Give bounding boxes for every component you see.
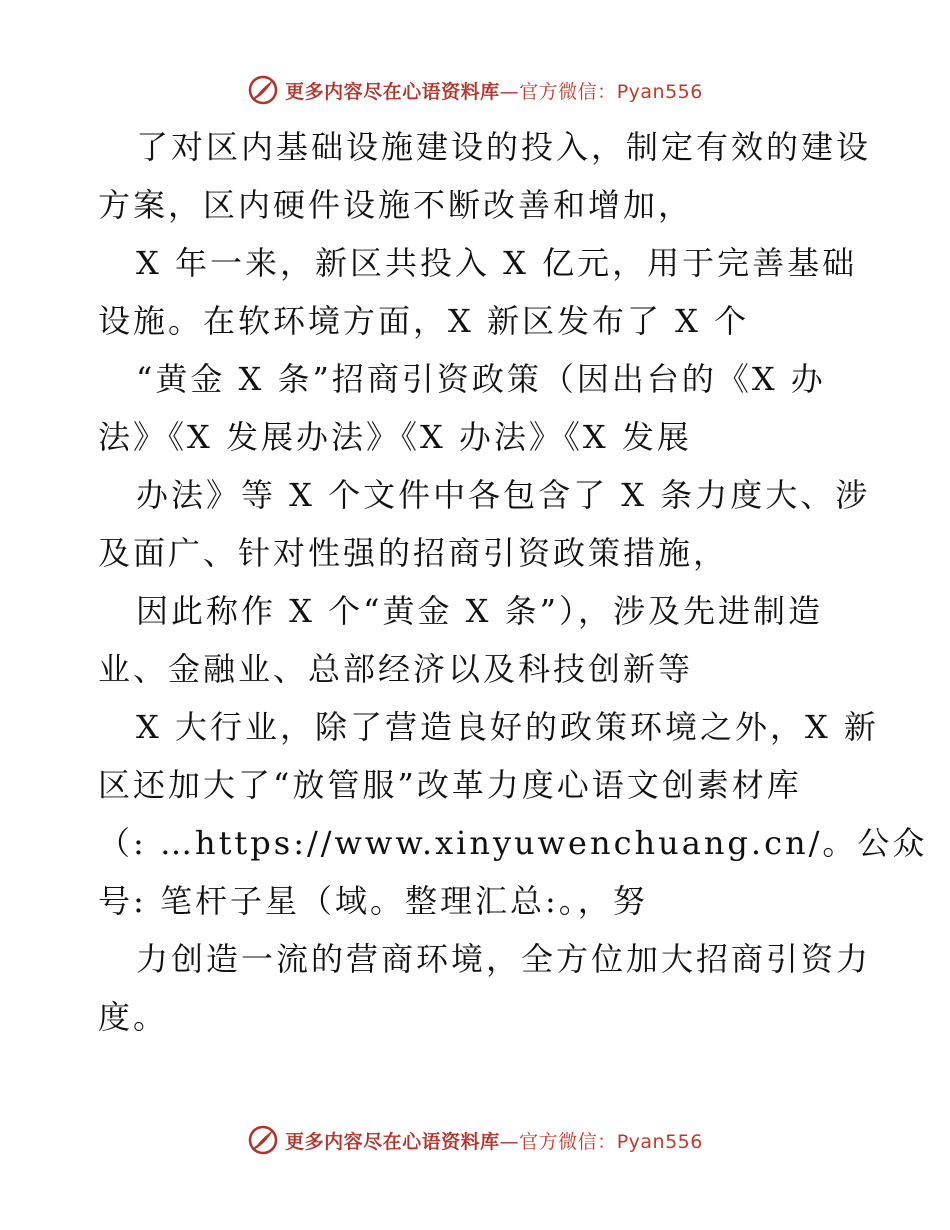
header-banner xyxy=(0,70,950,110)
body-text-line: “黄金 X 条”招商引资政策（因出台的《X 办 xyxy=(136,360,826,398)
quill-logo-icon xyxy=(247,74,279,106)
quill-logo-icon xyxy=(247,1124,279,1156)
body-text-line: （: …https://www.xinyuwenchuang.cn/。公众 xyxy=(98,824,928,862)
header-banner-text xyxy=(285,77,703,104)
body-text-line: 度。 xyxy=(98,998,169,1036)
body-text-line: 方案，区内硬件设施不断改善和增加， xyxy=(98,186,694,224)
banner-wechat-label: 官方微信： xyxy=(519,1130,617,1153)
banner-dash: — xyxy=(499,80,520,103)
body-text-line: 设施。在软环境方面，X 新区发布了 X 个 xyxy=(98,302,750,340)
body-text-line: 力创造一流的营商环境，全方位加大招商引资力 xyxy=(136,940,872,978)
body-text-line: 区还加大了“放管服”改革力度心语文创素材库 xyxy=(98,766,802,804)
banner-wechat-label: 官方微信： xyxy=(519,80,617,103)
body-text-line: X 年一来，新区共投入 X 亿元，用于完善基础 xyxy=(136,244,858,282)
footer-banner-text xyxy=(285,1127,703,1154)
body-text-line: 业、金融业、总部经济以及科技创新等 xyxy=(98,650,694,688)
body-text-line: X 大行业，除了营造良好的政策环境之外，X 新 xyxy=(136,708,879,746)
footer-banner xyxy=(0,1120,950,1160)
body-text-line: 了对区内基础设施建设的投入，制定有效的建设 xyxy=(136,128,872,166)
banner-main-text: 更多内容尽在心语资料库 xyxy=(285,1130,500,1153)
body-text-line: 办法》等 X 个文件中各包含了 X 条力度大、涉 xyxy=(136,476,871,514)
body-text-line: 号: 笔杆子星（域。整理汇总:。，努 xyxy=(98,882,648,920)
banner-main-text: 更多内容尽在心语资料库 xyxy=(285,80,500,103)
body-text-line: 法》《X 发展办法》《X 办法》《X 发展 xyxy=(98,418,692,456)
banner-dash: — xyxy=(499,1130,520,1153)
banner-wechat-id: Pyan556 xyxy=(616,1130,703,1153)
document-body xyxy=(98,118,928,1046)
banner-wechat-id: Pyan556 xyxy=(616,80,703,103)
body-text-line: 因此称作 X 个“黄金 X 条”），涉及先进制造 xyxy=(136,592,823,630)
body-text-line: 及面广、针对性强的招商引资政策措施， xyxy=(98,534,729,572)
